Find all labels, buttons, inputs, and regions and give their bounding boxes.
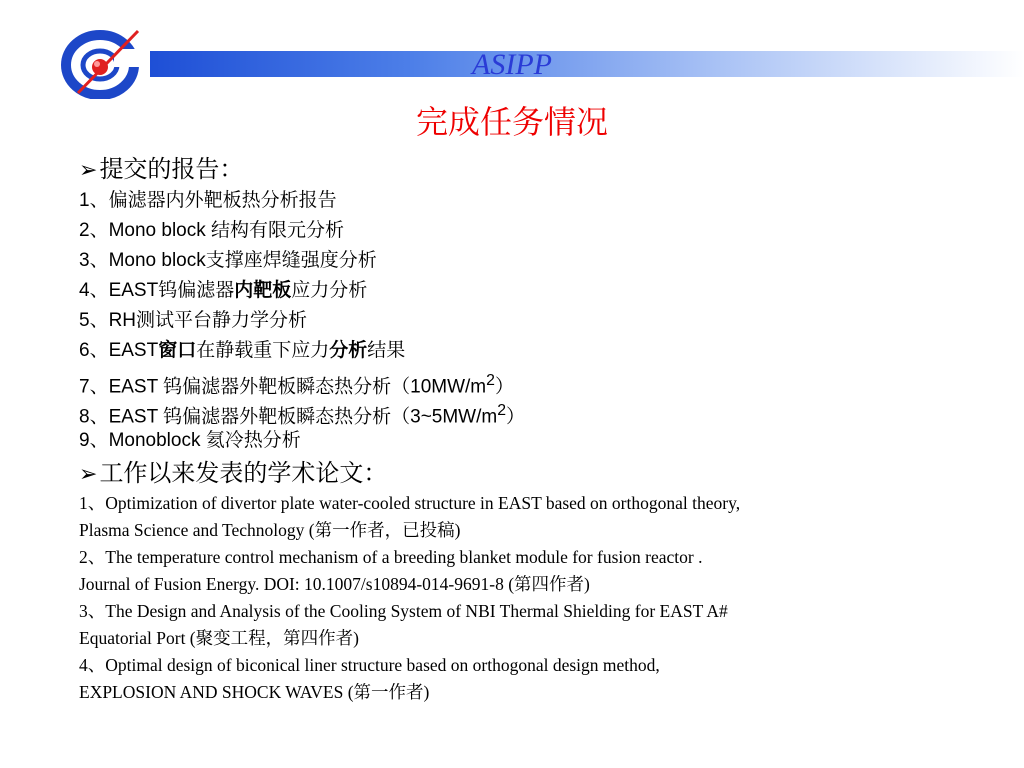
report-item (79, 426, 1009, 456)
report-item-text: 应力分析 (291, 280, 368, 301)
report-item (79, 366, 1009, 396)
arrow-bullet-icon: ➢ (79, 462, 98, 487)
report-item-text: ） (506, 406, 526, 428)
superscript: 2 (486, 372, 495, 389)
report-item-text: 4、EAST钨偏滤器 (79, 280, 235, 301)
report-item-text: 9、Monoblock 氦冷热分析 (79, 430, 301, 451)
report-item-text: 1、偏滤器内外靶板热分析报告 (79, 190, 337, 211)
report-item (79, 276, 1009, 306)
paper-item-line: 1、Optimization of divertor plate water-cooled structure in EAST based on orthogonal theory, (79, 493, 741, 513)
paper-item-line: Journal of Fusion Energy. DOI: 10.1007/s10894-014-9691-8 (第四作者) (79, 574, 590, 594)
papers-heading (79, 456, 1009, 490)
report-item (79, 336, 1009, 366)
report-item (79, 306, 1009, 336)
arrow-bullet-icon: ➢ (79, 158, 98, 183)
reports-heading-text: 提交的报告： (99, 155, 244, 183)
report-item (79, 216, 1009, 246)
reports-heading (79, 152, 1009, 186)
report-item-text: 内靶板 (234, 280, 292, 301)
papers-heading-text: 工作以来发表的学术论文： (99, 459, 388, 487)
report-item (79, 246, 1009, 276)
report-item-text: 5、RH测试平台静力学分析 (79, 310, 308, 331)
paper-item-line: 3、The Design and Analysis of the Cooling System of NBI Thermal Shielding for EAST A# (79, 601, 728, 621)
report-item-text: 6、EAST (79, 340, 159, 361)
report-item-text: 在静载重下应力 (196, 340, 330, 361)
report-item-text: 2、Mono block 结构有限元分析 (79, 220, 345, 241)
report-item (79, 396, 1009, 426)
paper-list (79, 490, 1009, 706)
slide-content (79, 152, 1009, 706)
paper-item (79, 544, 1009, 598)
brand-label: ASIPP (472, 48, 552, 81)
report-item-text: 分析 (329, 340, 368, 361)
report-item (79, 186, 1009, 216)
report-item-text: 窗口 (158, 340, 197, 361)
report-item-text: 3、Mono block支撑座焊缝强度分析 (79, 250, 377, 271)
report-item-text: 7、EAST 钨偏滤器外靶板瞬态热分析（10MW/m (79, 376, 487, 398)
report-item-text: 8、EAST 钨偏滤器外靶板瞬态热分析（3~5MW/m (79, 406, 498, 428)
paper-item-line: 4、Optimal design of biconical liner structure based on orthogonal design method, (79, 655, 660, 675)
report-item-text: 结果 (367, 340, 406, 361)
paper-item (79, 598, 1009, 652)
paper-item-line: EXPLOSION AND SHOCK WAVES (第一作者) (79, 682, 430, 702)
superscript: 2 (497, 402, 507, 419)
paper-item (79, 490, 1009, 544)
paper-item-line: Equatorial Port (聚变工程，第四作者) (79, 628, 359, 648)
paper-item-line: Plasma Science and Technology (第一作者，已投稿) (79, 520, 461, 540)
paper-item-line: 2、The temperature control mechanism of a breeding blanket module for fusion reactor . (79, 547, 703, 567)
report-list (79, 186, 1009, 456)
page-title: 完成任务情况 (415, 103, 608, 141)
paper-item (79, 652, 1009, 706)
report-item-text: ） (494, 376, 514, 398)
